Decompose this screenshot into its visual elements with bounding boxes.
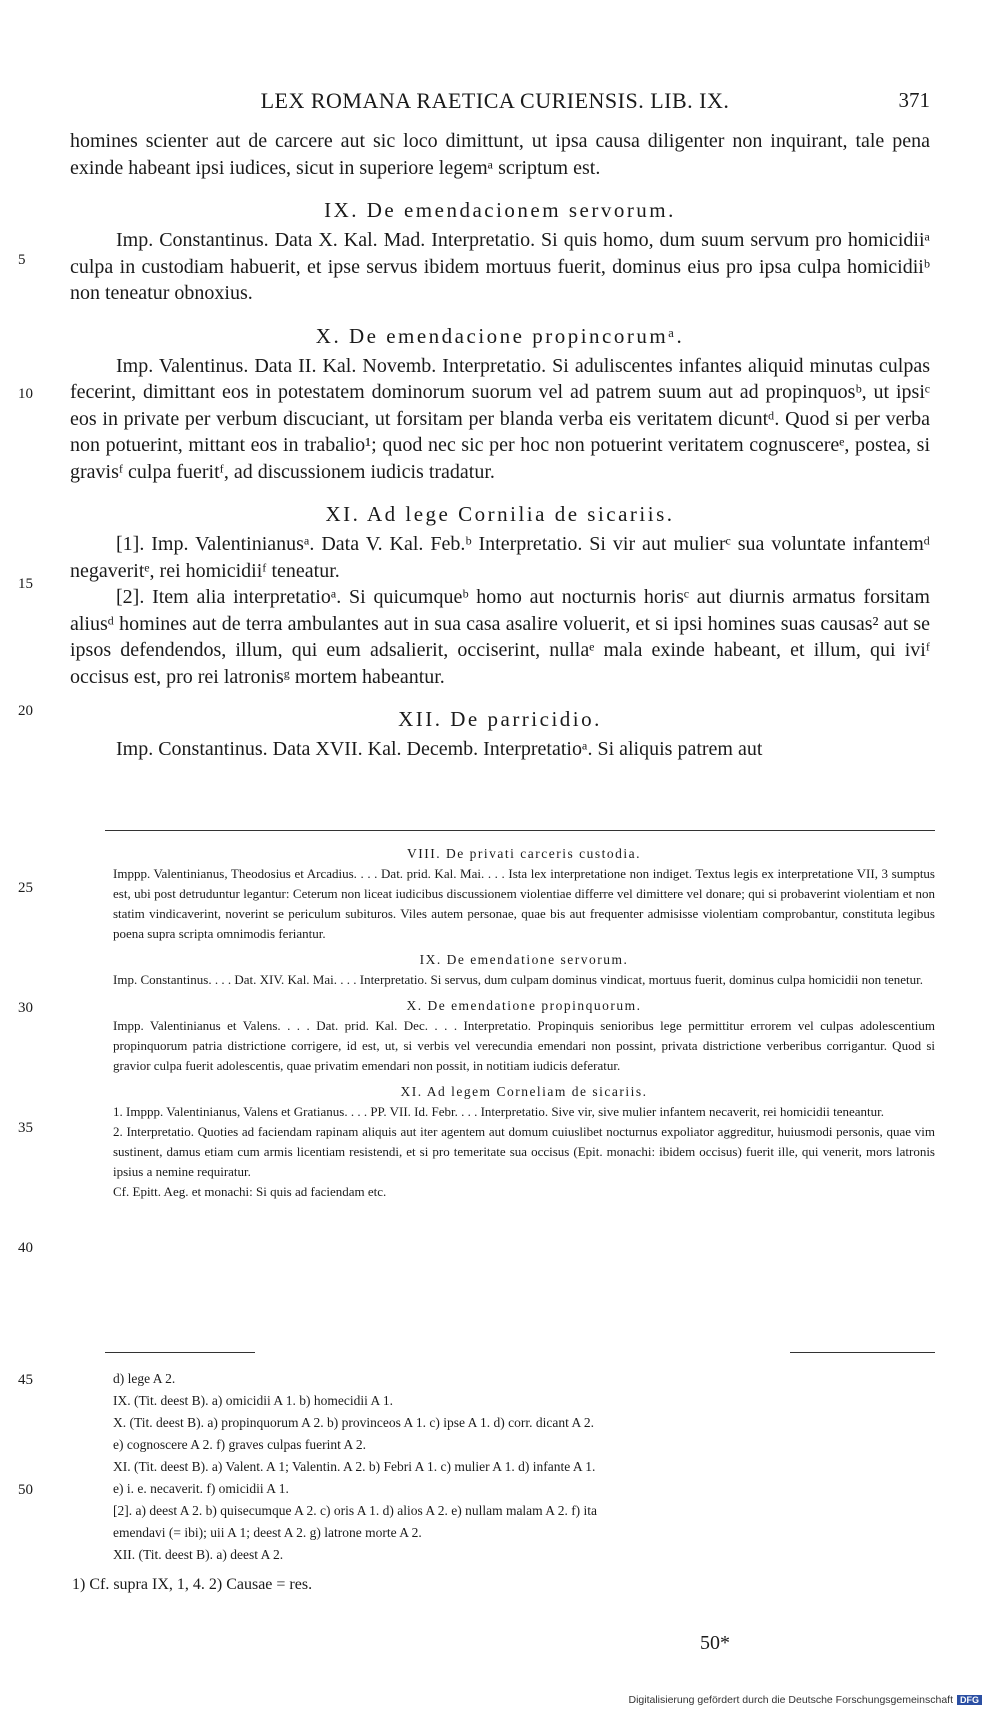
line-number: 25 <box>18 880 33 896</box>
variant-line: e) i. e. necaverit. f) omicidii A 1. <box>113 1481 289 1496</box>
note-heading-11: XI. Ad legem Corneliam de sicariis. <box>400 1084 648 1099</box>
main-text <box>70 128 930 763</box>
variant-line: XI. (Tit. deest B). a) Valent. A 1; Valentin. A 2. b) Febri A 1. c) mulier A 1. d) infante A 1. <box>113 1459 596 1474</box>
note-heading-10: X. De emendatione propinquorum. <box>406 998 642 1013</box>
digitization-credit <box>628 1694 982 1706</box>
line-number: 5 <box>18 252 26 268</box>
note-text-11-1: 1. Imppp. Valentinianus, Valens et Gratianus. . . . PP. VII. Id. Febr. . . . Interpretatio. Sive vir, sive mulier infantem necaverit, rei homicidii teneantur. <box>113 1104 885 1119</box>
page-number: 371 <box>898 88 930 112</box>
paragraph-12: Imp. Constantinus. Data XVII. Kal. Decemb. Interpretatioᵃ. Si aliquis patrem aut <box>116 738 763 760</box>
variant-line: X. (Tit. deest B). a) propinquorum A 2. b) provinceos A 1. c) ipse A 1. d) corr. dicant A 2. <box>113 1415 594 1430</box>
paragraph-10: Imp. Valentinus. Data II. Kal. Novemb. Interpretatio. Si aduliscentes infantes aliquid minutas culpas fecerint, dimittant eos in potestatem dominorum suorum vel ad patrem suum aut ad propinquosᵇ, ut ipsiᶜ eos in private per verbum discuciant, ut forsitam per blanda verba eis veritatem dicuntᵈ. Quod si per verba non potuerint, mittant eos in trabalio¹; quod nec sic per hoc non potuerint veritatem cognuscereᵉ, postea, si gravisᶠ culpa fueritᶠ, ad discussionem iudicis tradatur. <box>70 354 930 483</box>
variant-readings <box>113 1368 935 1566</box>
paragraph-11-1: [1]. Imp. Valentinianusᵃ. Data V. Kal. Feb.ᵇ Interpretatio. Si vir aut mulierᶜ sua voluntate infantemᵈ negaveritᵉ, rei homicidiiᶠ teneatur. <box>70 533 930 582</box>
signature-mark: 50* <box>700 1632 730 1654</box>
line-number: 15 <box>18 576 33 592</box>
line-number: 50 <box>18 1482 33 1498</box>
line-number: 10 <box>18 386 33 402</box>
credit-text: Digitalisierung gefördert durch die Deutsche Forschungsgemeinschaft <box>628 1694 953 1706</box>
running-title: LEX ROMANA RAETICA CURIENSIS. LIB. IX. <box>260 88 730 113</box>
paragraph-11-2: [2]. Item alia interpretatioᵃ. Si quicumqueᵇ homo aut nocturnis horisᶜ aut diurnis armatus forsitam aliusᵈ homines aut de terra ambulantes aut in sua casa asalire voluerit, et si ipsi homines suas causas² aut se ipsos defendendos, illum, qui eum adsalierit, occiserint, nullaᵉ mala exinde habeant, et illum, qui iviᶠ occisus est, pro rei latronisᵍ mortem habeantur. <box>70 586 930 688</box>
variant-line: emendavi (= ibi); uii A 1; deest A 2. g) latrone morte A 2. <box>113 1525 422 1540</box>
note-text-10: Impp. Valentinianus et Valens. . . . Dat. prid. Kal. Dec. . . . Interpretatio. Propinquis senioribus lege permittitur errorem vel culpas adolescentium propinquorum patria districtione corrigere, id est, ut, si verbis vel verecundia emendari non possint, privata districtione verberibus corrigantur. Quod si gravior culpa fuerit adolescentis, quae privatim emendari non possit, in notitiam iudicis deferatur. <box>113 1018 935 1073</box>
source-notes <box>113 838 935 1202</box>
note-text-11-2: 2. Interpretatio. Quoties ad faciendam rapinam aliquis aut iter agentem aut domum cuiuslibet nocturnus expoliator aggreditur, huiusmodi personis, quae vim sustinent, damus etiam cum armis licentiam resistendi, et si pro temeritate sua occisus (Epit. monachi: ibidem occisus) fuerit ille, qui venerit, mors latronis ipsius a nemine requiratur. <box>113 1124 935 1179</box>
section-heading-10: X. De emendacione propincorumᵃ. <box>315 323 685 348</box>
note-text-9: Imp. Constantinus. . . . Dat. XIV. Kal. Mai. . . . Interpretatio. Si servus, dum culpam dominus vindicat, mortuus fuerit, dominus culpa homicidii non tenetur. <box>113 972 923 987</box>
line-number: 40 <box>18 1240 33 1256</box>
line-number: 35 <box>18 1120 33 1136</box>
notes-divider <box>105 830 935 831</box>
running-header <box>60 88 930 120</box>
note-heading-8: VIII. De privati carceris custodia. <box>407 846 641 861</box>
note-heading-9: IX. De emendatione servorum. <box>419 952 629 967</box>
section-heading-12: XII. De parricidio. <box>398 707 602 731</box>
note-text-11-cf: Cf. Epitt. Aeg. et monachi: Si quis ad faciendam etc. <box>113 1184 387 1199</box>
paragraph-continuation: homines scienter aut de carcere aut sic loco dimittunt, ut ipsa causa diligenter non inquirant, tale pena exinde habeant ipsi iudices, sicut in superiore legemᵃ scriptum est. <box>70 130 930 179</box>
variant-line: IX. (Tit. deest B). a) omicidii A 1. b) homecidii A 1. <box>113 1393 393 1408</box>
variant-line: d) lege A 2. <box>113 1371 176 1386</box>
section-heading-11: XI. Ad lege Cornilia de sicariis. <box>325 502 675 526</box>
variant-line: e) cognoscere A 2. f) graves culpas fuerint A 2. <box>113 1437 367 1452</box>
line-number: 20 <box>18 703 33 719</box>
note-text-8: Imppp. Valentinianus, Theodosius et Arcadius. . . . Dat. prid. Kal. Mai. . . . Ista lex interpretatione non indiget. Textus legis ex interpretatione VII, 3 sumptus est, ubi post detruduntur legantur: Ceterum non liceat iudicibus discussionem violentiae differre vel dimittere vel donare; qui si probaverint violentiam et non statim vindicaverint, noverint se periculum subituros. Viles autem personae, quae bis aut frequenter admisisse violentiam comprobantur, constituta legibus poena supra scripta omnimodis feriantur. <box>113 866 935 941</box>
varia-divider-left <box>105 1352 255 1353</box>
dfg-logo: DFG <box>957 1695 982 1705</box>
paragraph-9: Imp. Constantinus. Data X. Kal. Mad. Interpretatio. Si quis homo, dum suum servum pro homicidiiᵃ culpa in custodiam habuerit, et ipse servus ibidem mortuus fuerit, dominus eius pro ipsa culpa homicidiiᵇ non teneatur obnoxius. <box>70 229 930 304</box>
variant-line: XII. (Tit. deest B). a) deest A 2. <box>113 1547 284 1562</box>
footnotes: 1) Cf. supra IX, 1, 4. 2) Causae = res. <box>72 1576 313 1593</box>
line-number: 45 <box>18 1372 33 1388</box>
section-heading-9: IX. De emendacionem servorum. <box>324 198 676 222</box>
variant-line: [2]. a) deest A 2. b) quisecumque A 2. c) oris A 1. d) alios A 2. e) nullam malam A 2. f) ita <box>113 1503 598 1518</box>
line-number: 30 <box>18 1000 33 1016</box>
varia-divider-right <box>790 1352 935 1353</box>
